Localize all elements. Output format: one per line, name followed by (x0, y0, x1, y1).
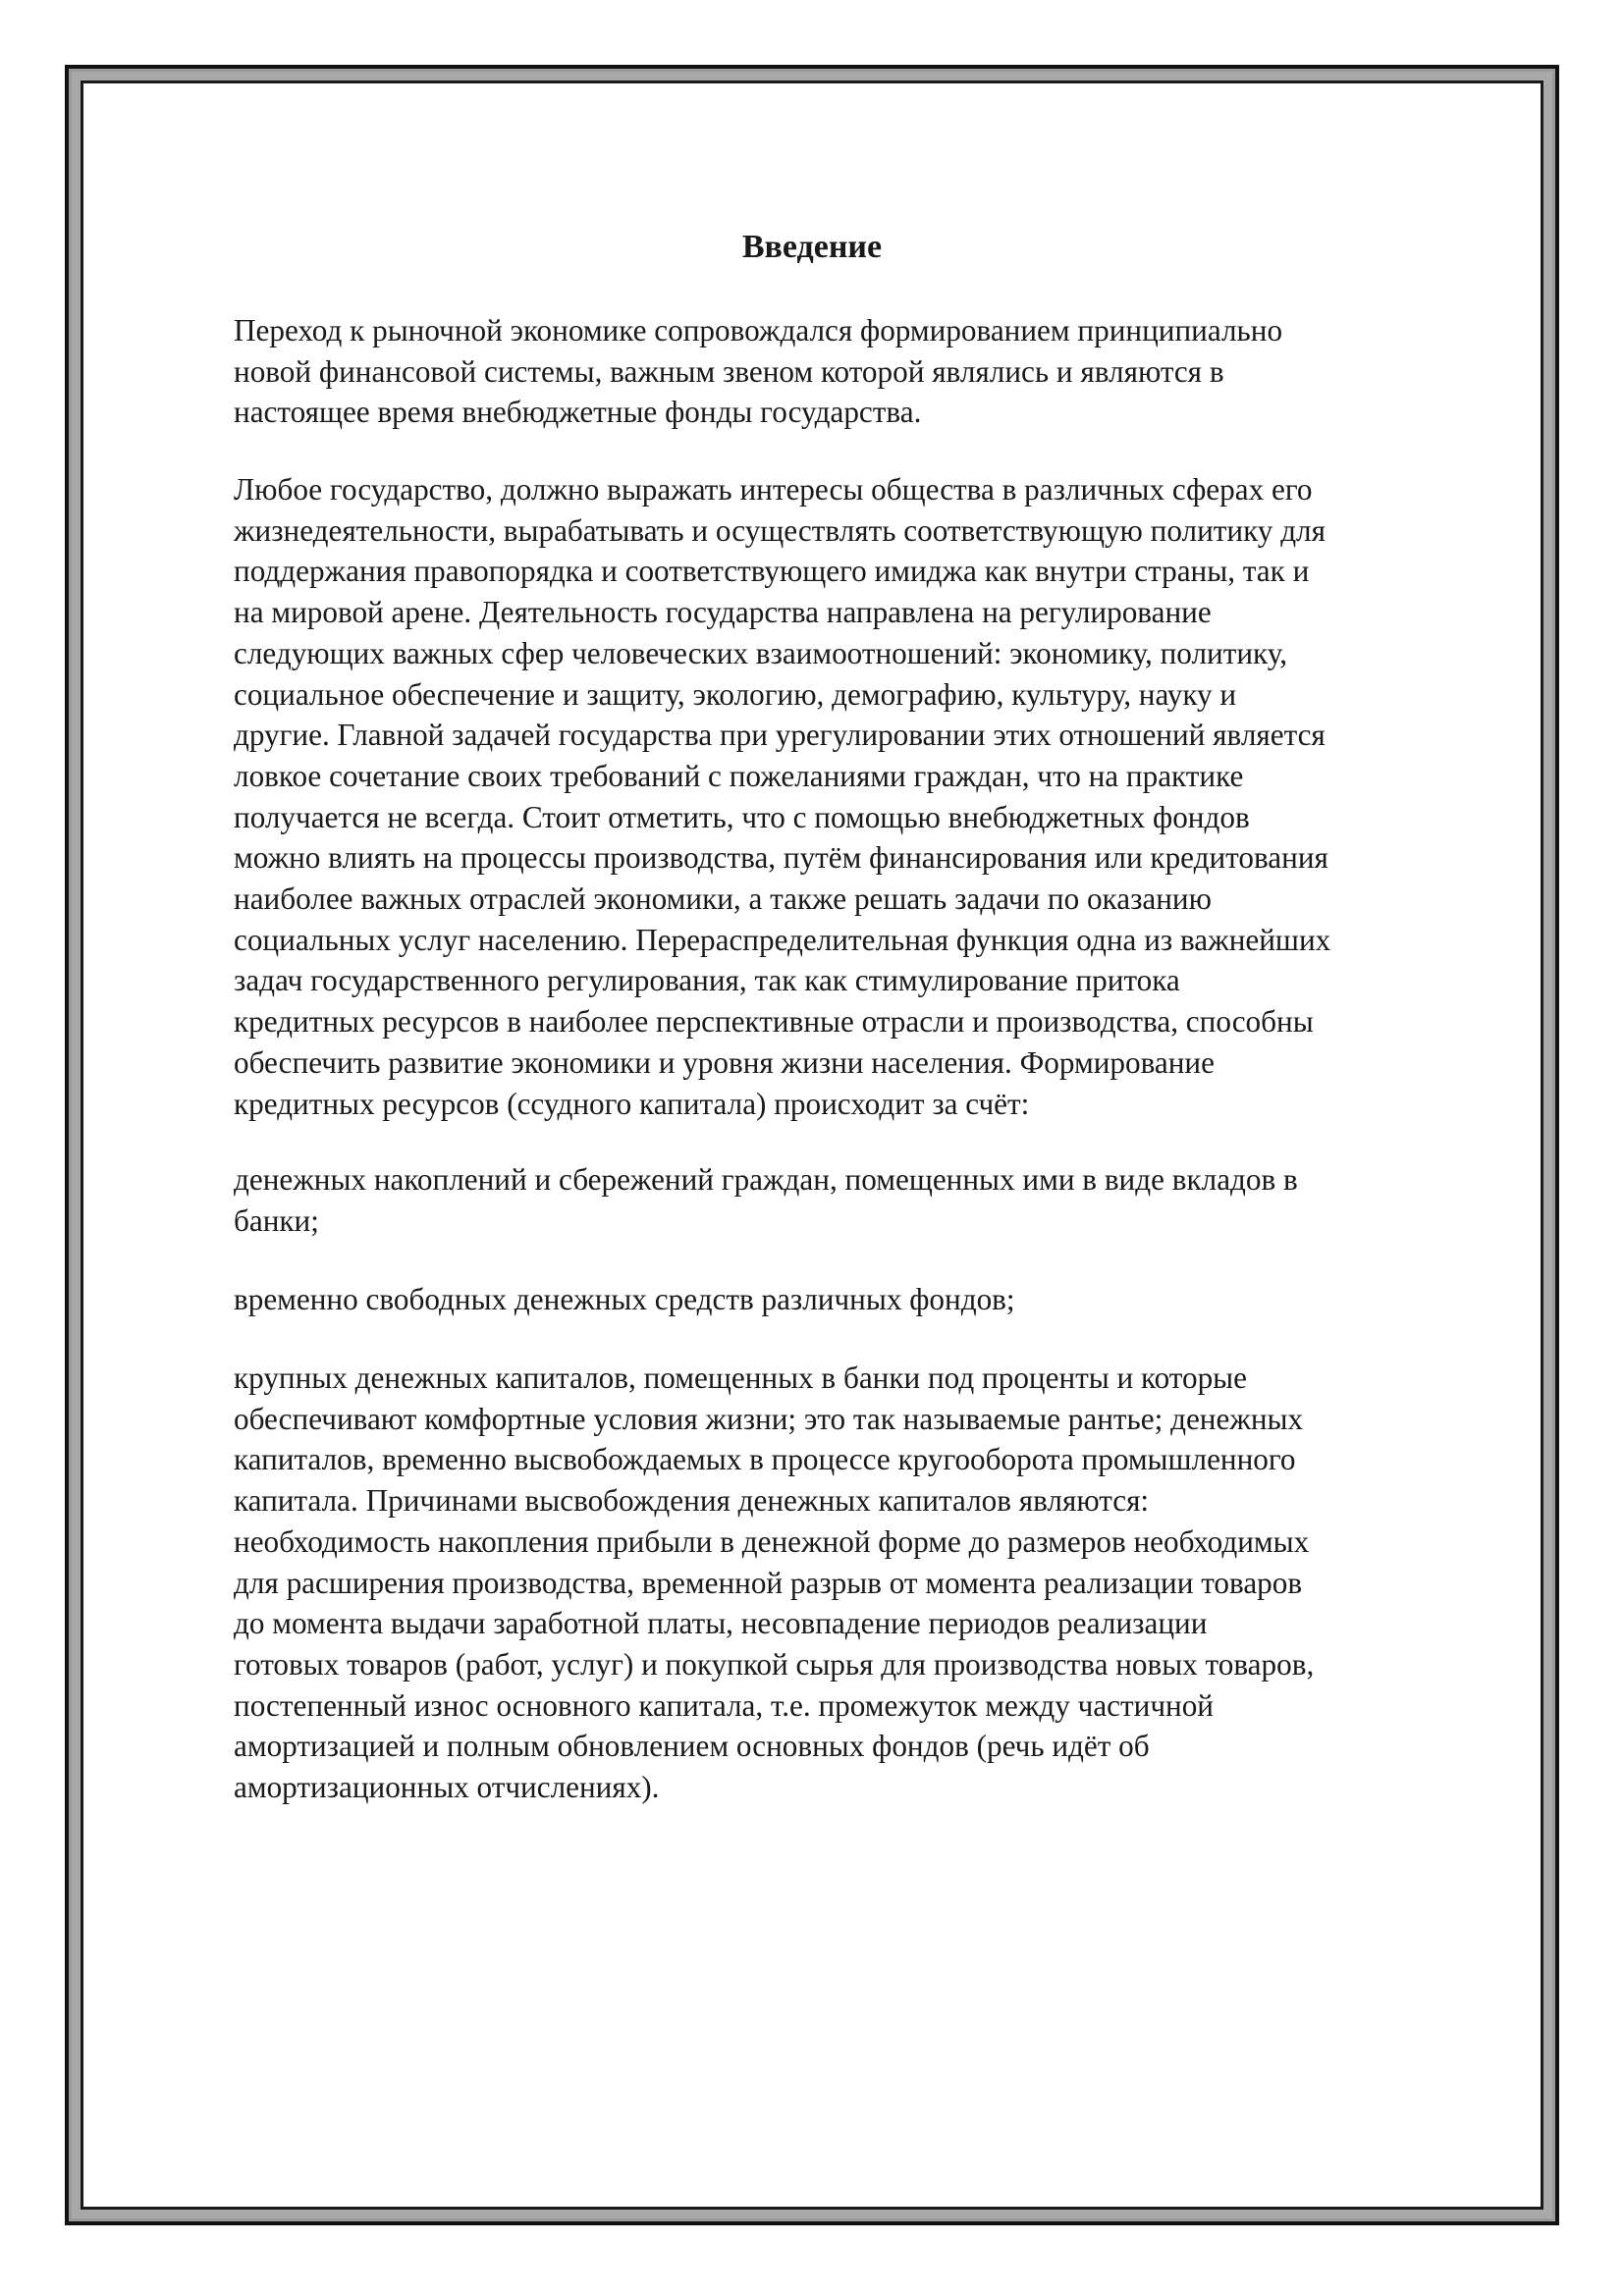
list-item-savings: денежных накоплений и сбережений граждан, помещенных ими в виде вкладов в банки; (234, 1162, 1298, 1238)
list-item-capital: крупных денежных капиталов, помещенных в банки под проценты и которые обеспечивают комфортные условия жизни; это так называемые рантье; денежных капиталов, временно высвобождаемых в процессе кругооборота промышленного капитала. Причинами высвобождения денежных капиталов являются: необходимость накопления прибыли в денежной форме до размеров необходимых для расширения производства, временной разрыв от момента реализации товаров до момента выдачи заработной платы, несовпадение периодов реализации готовых товаров (работ, услуг) и покупкой сырья для производства новых товаров, постепенный износ основного капитала, т.е. промежуток между частичной амортизацией и полным обновлением основных фондов (речь идёт об амортизационных отчислениях). (234, 1361, 1315, 1805)
page-title: Введение (741, 229, 883, 265)
list-item-free-funds: временно свободных денежных средств различных фондов; (234, 1282, 1015, 1316)
state-role-paragraph: Любое государство, должно выражать интересы общества в различных сферах его жизнедеятельности, вырабатывать и осуществлять соответствующую политику для поддержания правопорядка и соответствующего имиджа как внутри страны, так и на мировой арене. Деятельность государства направлена на регулирование следующих важных сфер человеческих взаимоотношений: экономику, политику, социальное обеспечение и защиту, экологию, демографию, культуру, науку и другие. Главной задачей государства при урегулировании этих отношений является ловкое сочетание своих требований с пожеланиями граждан, что на практике получается не всегда. Стоит отметить, что с помощью внебюджетных фондов можно влиять на процессы производства, путём финансирования или кредитования наиболее важных отраслей экономики, а также решать задачи по оказанию социальных услуг населению. Перераспределительная функция одна из важнейших задач государственного регулирования, так как стимулирование притока кредитных ресурсов в наиболее перспективные отрасли и производства, способны обеспечить развитие экономики и уровня жизни населения. Формирование кредитных ресурсов (ссудного капитала) происходит за счёт: (234, 472, 1331, 1121)
intro-paragraph: Переход к рыночной экономике сопровождался формированием принципиально новой финансовой системы, важным звеном которой являлись и являются в настоящее время внебюджетные фонды государства. (234, 313, 1283, 430)
